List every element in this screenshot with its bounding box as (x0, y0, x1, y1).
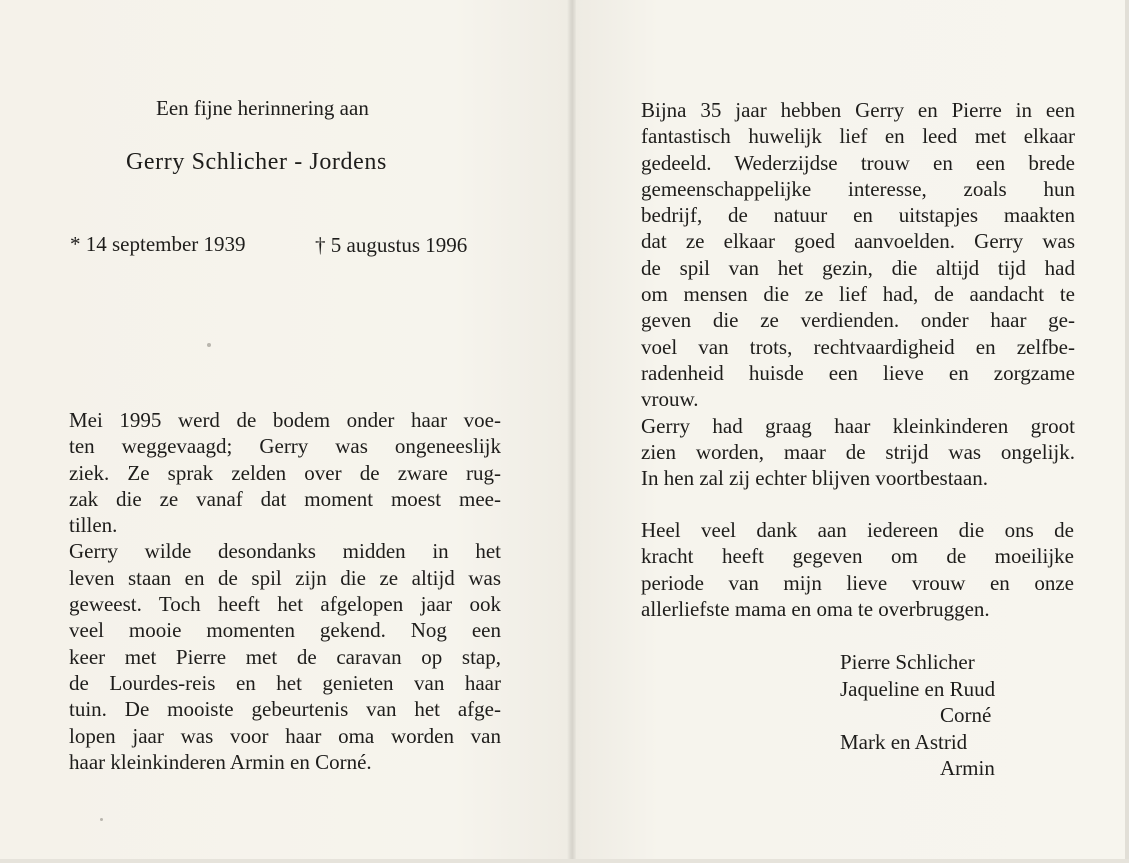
text-line: Gerry wilde desondanks midden in het (69, 539, 501, 564)
text-line: kracht heeft gegeven om de moeilijke (641, 544, 1074, 569)
text-line: gedeeld. Wederzijdse trouw en een brede (641, 150, 1075, 175)
text-line: radenheid huisde een lieve en zorgzame (641, 360, 1075, 385)
text-line: tuin. De mooiste gebeurtenis van het afge- (69, 697, 501, 722)
text-line: vrouw. (641, 387, 699, 412)
text-line: Gerry had graag haar kleinkinderen groot (641, 413, 1075, 438)
text-line: de Lourdes-reis en het genieten van haar (69, 670, 501, 695)
text-line: tillen. (69, 513, 118, 538)
text-line: haar kleinkinderen Armin en Corné. (69, 749, 372, 774)
text-line: allerliefste mama en oma te overbruggen. (641, 596, 990, 621)
text-line: geven die ze verdienden. onder haar ge- (641, 308, 1075, 333)
right-paragraph-1 (641, 97, 1075, 491)
text-line: ten weggevaagd; Gerry was ongeneeslijk (69, 434, 501, 459)
signature-mark-astrid: Mark en Astrid (840, 730, 968, 754)
text-line: zien worden, maar de strijd was ongelijk. (641, 439, 1075, 464)
text-line: fantastisch huwelijk lief en leed met elkaar (641, 124, 1075, 149)
text-line: Heel veel dank aan iedereen die ons de (641, 518, 1074, 542)
deceased-name: Gerry Schlicher - Jordens (126, 149, 387, 175)
text-line: leven staan en de spil zijn die ze altijd was (69, 565, 501, 590)
text-line: keer met Pierre met de caravan op stap, (69, 644, 501, 669)
signature-corne: Corné (940, 703, 992, 727)
card-fold (567, 0, 576, 863)
text-line: Bijna 35 jaar hebben Gerry en Pierre in een (641, 98, 1075, 122)
text-line: gemeenschappelijke interesse, zoals hun (641, 176, 1075, 201)
birth-date: * 14 september 1939 (70, 232, 246, 256)
signature-jaqueline-ruud: Jaqueline en Ruud (840, 677, 996, 701)
paper-speck (207, 343, 211, 347)
text-line: geweest. Toch heeft het afgelopen jaar ook (69, 592, 501, 617)
text-line: In hen zal zij echter blijven voortbestaan. (641, 466, 988, 491)
left-paragraph (69, 407, 501, 775)
text-line: de spil van het gezin, die altijd tijd had (641, 255, 1075, 280)
text-line: veel mooie momenten gekend. Nog een (69, 618, 501, 643)
memorial-heading: Een fijne herinnering aan (156, 96, 369, 120)
text-line: periode van mijn lieve vrouw en onze (641, 570, 1074, 595)
paper-speck (100, 818, 103, 821)
text-line: voel van trots, rechtvaardigheid en zelfbe- (641, 334, 1075, 359)
text-line: Mei 1995 werd de bodem onder haar voe- (69, 408, 501, 432)
death-date: † 5 augustus 1996 (315, 233, 468, 257)
scan-edge-bottom (0, 859, 1129, 863)
signature-armin: Armin (940, 756, 995, 780)
text-line: om mensen die ze lief had, de aandacht te (641, 282, 1075, 307)
scan-edge-right (1125, 0, 1129, 863)
signature-pierre: Pierre Schlicher (840, 650, 975, 674)
text-line: zak die ze vanaf dat moment moest mee- (69, 486, 501, 511)
text-line: lopen jaar was voor haar oma worden van (69, 723, 501, 748)
text-line: ziek. Ze sprak zelden over de zware rug- (69, 460, 501, 485)
text-line: bedrijf, de natuur en uitstapjes maakten (641, 203, 1075, 228)
text-line: dat ze elkaar goed aanvoelden. Gerry was (641, 229, 1075, 254)
right-paragraph-2 (641, 517, 1074, 622)
